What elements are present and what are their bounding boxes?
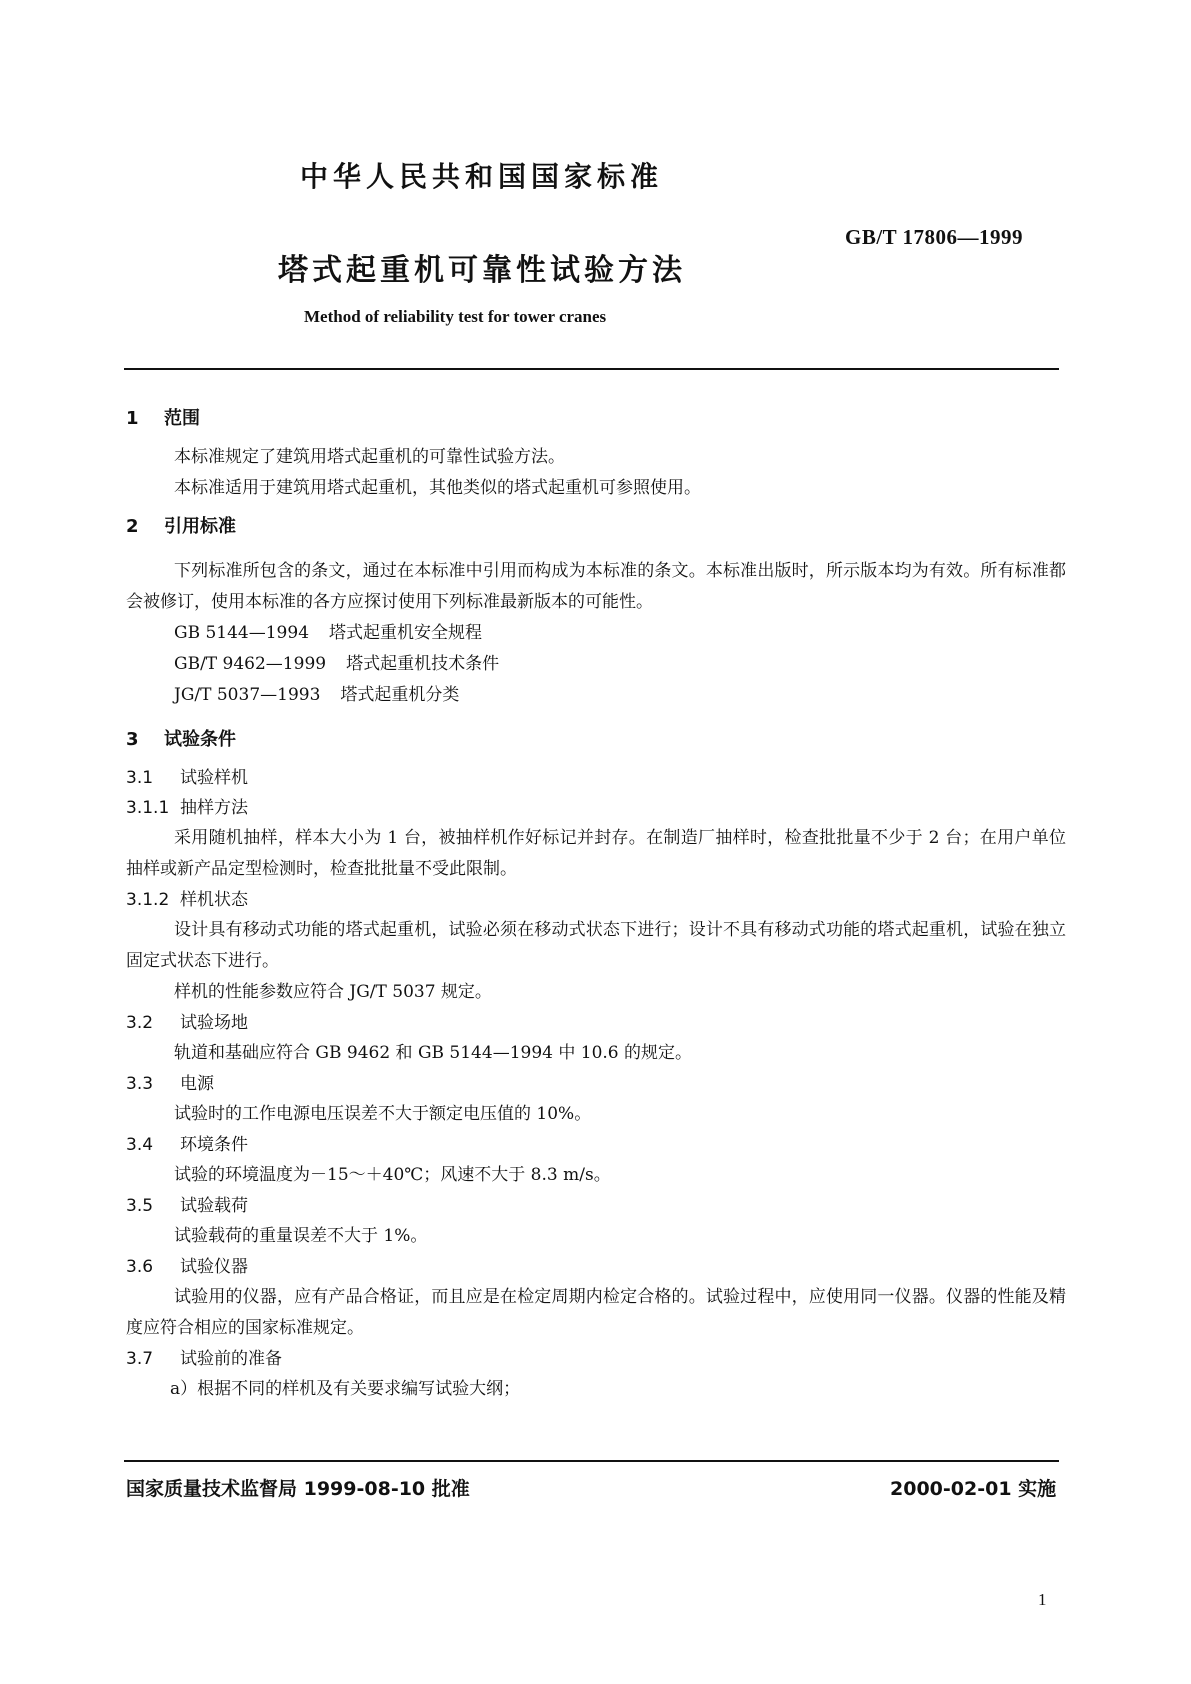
subsection-number: 3.1.2 [126,890,170,910]
section-number: 3 [126,729,139,750]
subsection-number: 3.2 [126,1013,154,1033]
paragraph: 试验载荷的重量误差不大于 1%。 [174,1226,428,1246]
subsection-title: 抽样方法 [180,798,248,818]
subsection-number: 3.1.1 [126,798,170,818]
section-heading [126,512,1066,542]
reference-name: 塔式起重机分类 [340,685,460,705]
subsection-title: 电源 [180,1074,214,1094]
paragraph: 本标准适用于建筑用塔式起重机，其他类似的塔式起重机可参照使用。 [174,478,701,498]
national-standard-title: 中华人民共和国国家标准 [300,160,664,193]
subsection-title: 试验仪器 [180,1257,248,1277]
reference-code: GB/T 9462—1999 [174,654,327,674]
section-number: 1 [126,408,139,429]
document-body [126,404,1066,1405]
paragraph: 轨道和基础应符合 GB 9462 和 GB 5144—1994 中 10.6 的规定。 [174,1043,693,1063]
reference-item [126,618,1066,649]
header-divider [124,368,1059,370]
reference-name: 塔式起重机安全规程 [329,623,483,643]
reference-item [126,680,1066,711]
subsection-heading [126,1130,1066,1160]
standard-number: GB/T 17806—1999 [845,225,1024,249]
subsection-title: 环境条件 [180,1135,248,1155]
subsection-number: 3.6 [126,1257,154,1277]
paragraph: 试验用的仪器，应有产品合格证，而且应是在检定周期内检定合格的。试验过程中，应使用同一仪器。仪器的性能及精度应符合相应的国家标准规定。 [126,1287,1066,1338]
subsection-title: 试验样机 [180,768,248,788]
section-number: 2 [126,516,139,537]
approval-date: 国家质量技术监督局 1999-08-10 批准 [126,1478,470,1500]
subsection-heading [126,1008,1066,1038]
document-subtitle-english: Method of reliability test for tower cranes [304,307,607,326]
subsection-title: 试验前的准备 [180,1349,282,1369]
reference-item [126,649,1066,680]
subsection-heading [126,1069,1066,1099]
subsection-number: 3.7 [126,1349,154,1369]
subsection-number: 3.5 [126,1196,154,1216]
subsection-title: 试验载荷 [180,1196,248,1216]
subsection-title: 样机状态 [180,890,248,910]
reference-code: JG/T 5037—1993 [174,685,321,705]
paragraph: 下列标准所包含的条文，通过在本标准中引用而构成为本标准的条文。本标准出版时，所示版本均为有效。所有标准都会被修订，使用本标准的各方应探讨使用下列标准最新版本的可能性。 [126,561,1066,612]
section-heading [126,404,1066,434]
paragraph: 本标准规定了建筑用塔式起重机的可靠性试验方法。 [174,447,565,467]
reference-code: GB 5144—1994 [174,623,310,643]
subsection-number: 3.1 [126,768,154,788]
list-item: a）根据不同的样机及有关要求编写试验大纲； [170,1379,521,1399]
subsection-heading [126,885,1066,915]
page-number: 1 [1038,1590,1047,1609]
subsection-title: 试验场地 [180,1013,248,1033]
footer-divider [124,1460,1059,1462]
subsection-heading [126,1191,1066,1221]
section-title: 试验条件 [164,729,236,750]
paragraph: 设计具有移动式功能的塔式起重机，试验必须在移动式状态下进行；设计不具有移动式功能的塔式起重机，试验在独立固定式状态下进行。 [126,920,1066,971]
paragraph: 采用随机抽样，样本大小为 1 台，被抽样机作好标记并封存。在制造厂抽样时，检查批批量不少于 2 台；在用户单位抽样或新产品定型检测时，检查批批量不受此限制。 [126,828,1066,879]
section-title: 引用标准 [164,516,236,537]
subsection-number: 3.3 [126,1074,154,1094]
paragraph: 样机的性能参数应符合 JG/T 5037 规定。 [174,982,492,1002]
section-title: 范围 [164,408,200,429]
document-title: 塔式起重机可靠性试验方法 [278,253,686,288]
subsection-heading [126,1252,1066,1282]
paragraph: 试验的环境温度为－15～＋40℃；风速不大于 8.3 m/s。 [174,1165,611,1185]
implementation-date: 2000-02-01 实施 [890,1478,1057,1500]
subsection-heading [126,763,1066,793]
subsection-heading [126,1344,1066,1374]
paragraph: 试验时的工作电源电压误差不大于额定电压值的 10%。 [174,1104,592,1124]
subsection-heading [126,793,1066,823]
section-heading [126,725,1066,755]
subsection-number: 3.4 [126,1135,154,1155]
reference-name: 塔式起重机技术条件 [346,654,500,674]
